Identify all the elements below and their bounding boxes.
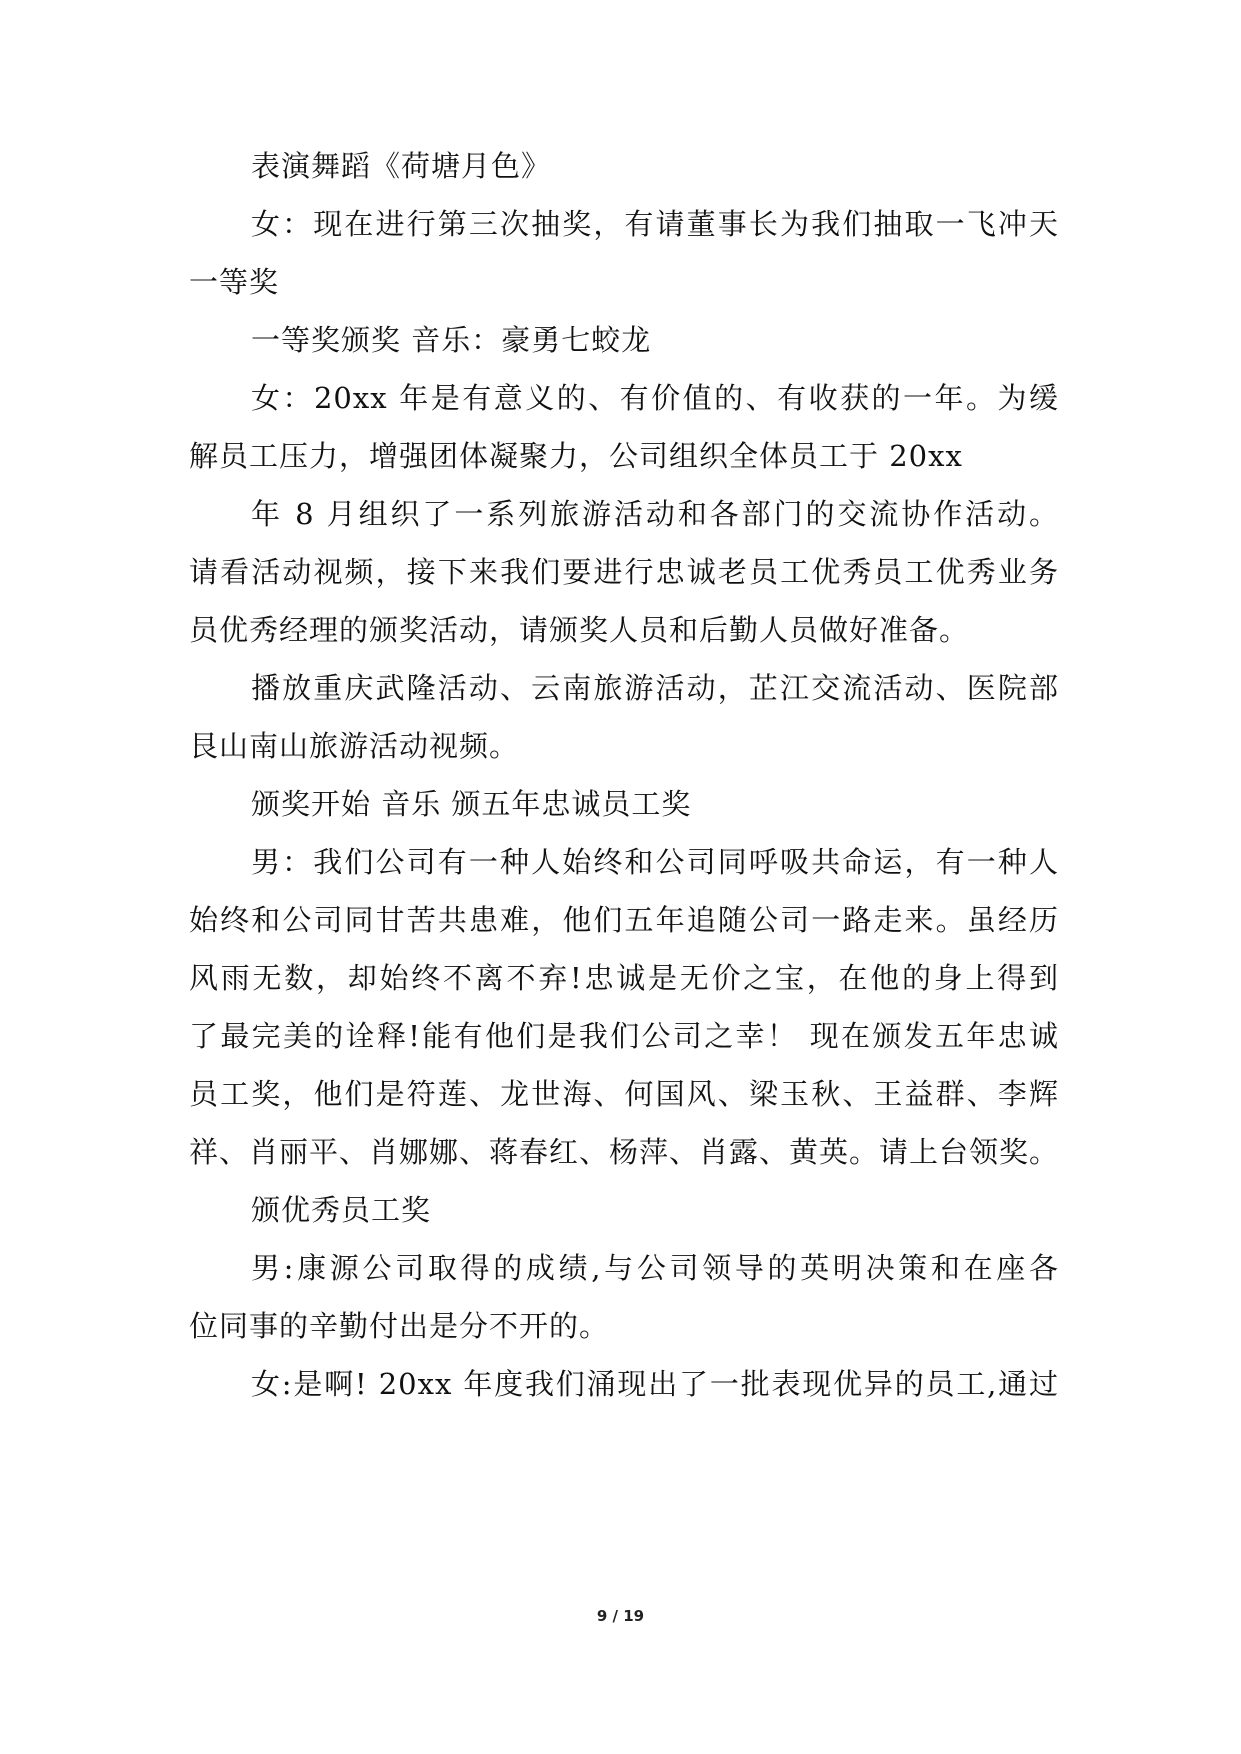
text-line-3: 一等奖 xyxy=(189,265,280,299)
text-line-17: 员工奖，他们是符莲、龙世海、何国风、梁玉秋、王益群、李辉 xyxy=(189,1077,1059,1111)
text-line-7: 年 8 月组织了一系列旅游活动和各部门的交流协作活动。 xyxy=(251,497,1059,531)
text-line-22: 女:是啊! 20xx 年度我们涌现出了一批表现优异的员工,通过 xyxy=(251,1367,1059,1401)
text-line-6: 解员工压力，增强团体凝聚力，公司组织全体员工于 20xx xyxy=(189,439,963,473)
text-line-1: 表演舞蹈《荷塘月色》 xyxy=(251,149,552,183)
page-number: 9 / 19 xyxy=(596,1607,645,1625)
text-line-11: 艮山南山旅游活动视频。 xyxy=(189,729,520,763)
text-line-5: 女：20xx 年是有意义的、有价值的、有收获的一年。为缓 xyxy=(251,381,1059,415)
text-line-4: 一等奖颁奖 音乐：豪勇七蛟龙 xyxy=(251,323,652,357)
text-line-10: 播放重庆武隆活动、云南旅游活动，芷江交流活动、医院部 xyxy=(251,671,1059,705)
text-line-13: 男：我们公司有一种人始终和公司同呼吸共命运，有一种人 xyxy=(251,845,1059,879)
text-line-19: 颁优秀员工奖 xyxy=(251,1193,432,1227)
text-line-16: 了最完美的诠释!能有他们是我们公司之幸！ 现在颁发五年忠诚 xyxy=(189,1019,1059,1053)
text-line-2: 女：现在进行第三次抽奖，有请董事长为我们抽取一飞冲天 xyxy=(251,207,1059,241)
text-line-12: 颁奖开始 音乐 颁五年忠诚员工奖 xyxy=(251,787,692,821)
text-line-20: 男:康源公司取得的成绩,与公司领导的英明决策和在座各 xyxy=(251,1251,1059,1285)
text-line-9: 员优秀经理的颁奖活动，请颁奖人员和后勤人员做好准备。 xyxy=(189,613,970,647)
text-line-15: 风雨无数，却始终不离不弃!忠诚是无价之宝，在他的身上得到 xyxy=(189,961,1059,995)
text-line-8: 请看活动视频，接下来我们要进行忠诚老员工优秀员工优秀业务 xyxy=(189,555,1059,589)
text-line-14: 始终和公司同甘苦共患难，他们五年追随公司一路走来。虽经历 xyxy=(189,903,1059,937)
text-line-21: 位同事的辛勤付出是分不开的。 xyxy=(189,1309,610,1343)
text-line-18: 祥、肖丽平、肖娜娜、蒋春红、杨萍、肖露、黄英。请上台领奖。 xyxy=(189,1135,1060,1169)
